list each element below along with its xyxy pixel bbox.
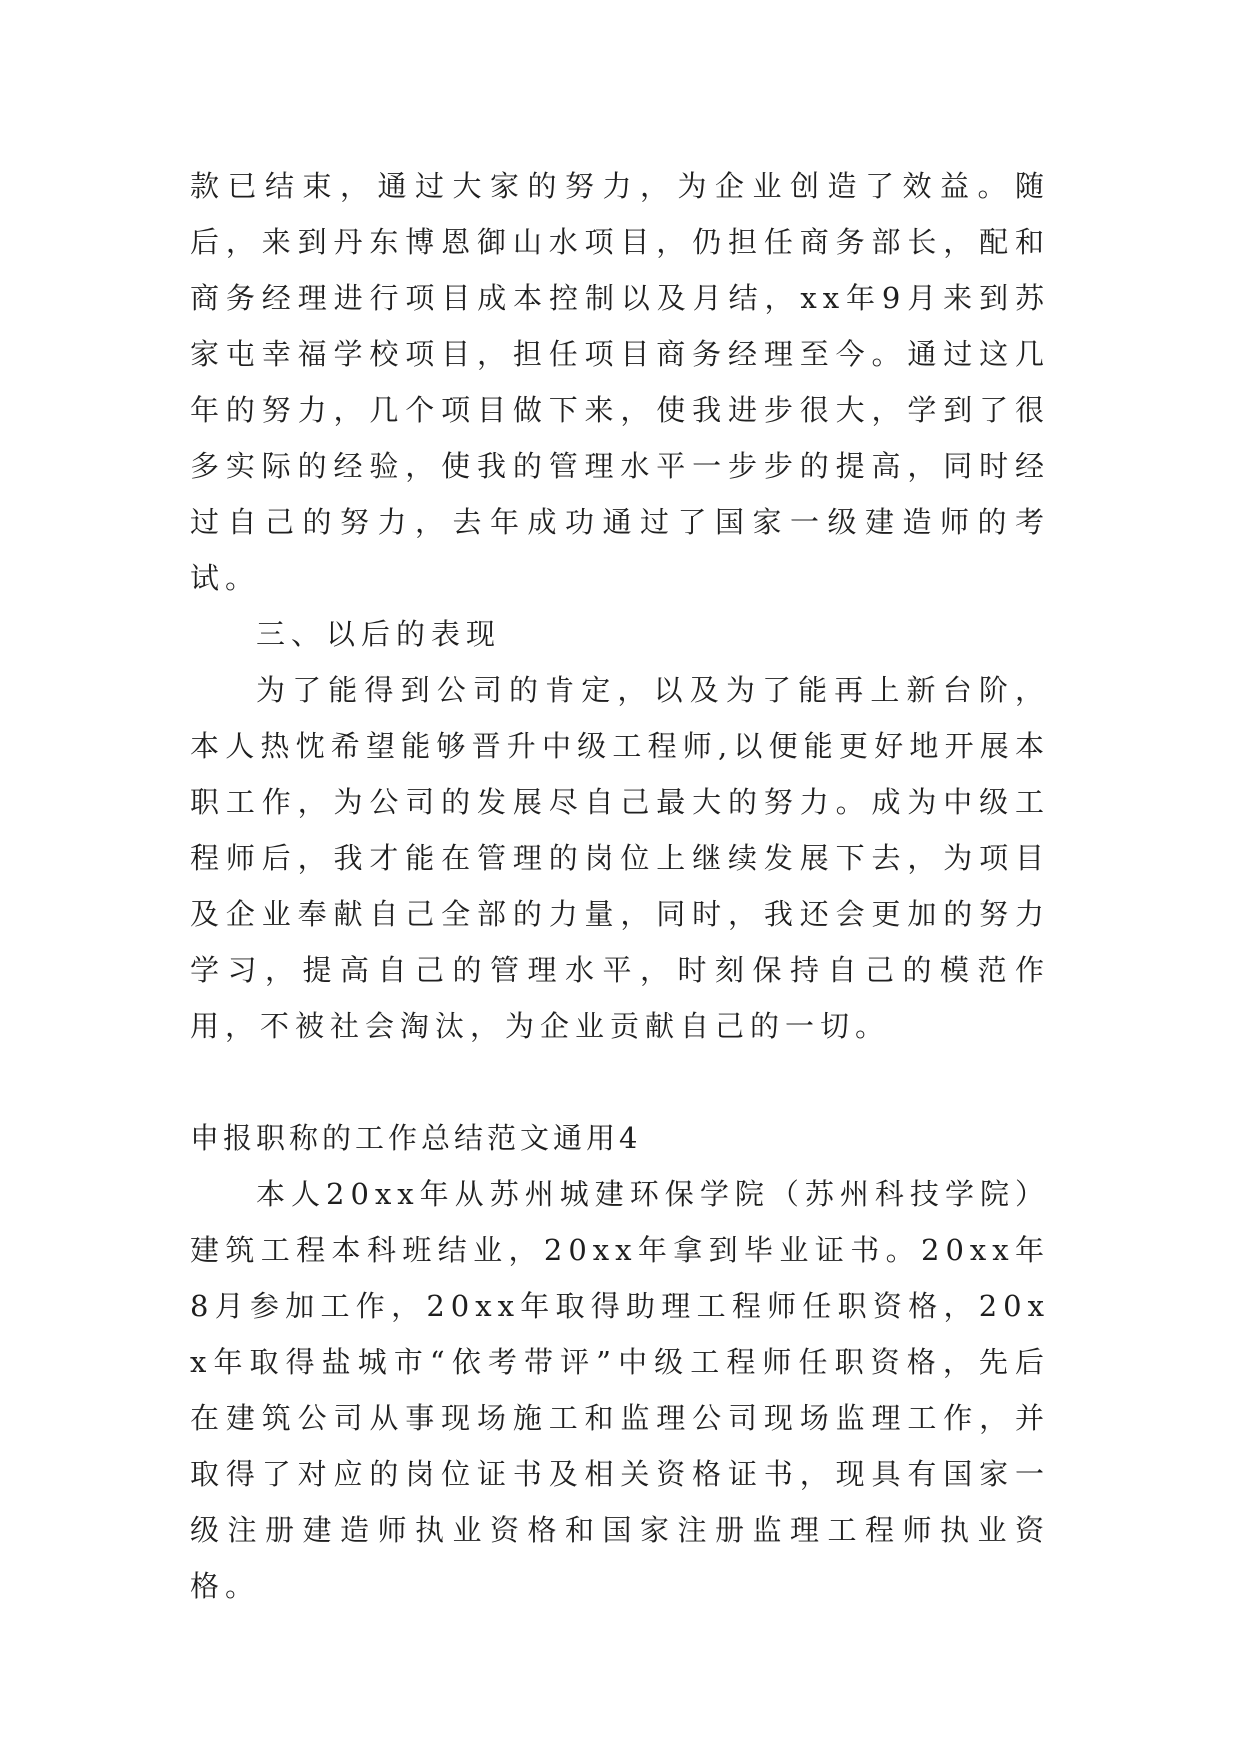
- paragraph-future-performance: 为了能得到公司的肯定，以及为了能再上新台阶，本人热忱希望能够晋升中级工程师,以便能更好地开展本职工作，为公司的发展尽自己最大的努力。成为中级工程师后，我才能在管理的岗位上继续发展下去，为项目及企业奉献自己全部的力量，同时，我还会更加的努力学习，提高自己的管理水平，时刻保持自己的模范作用，不被社会淘汰，为企业贡献自己的一切。: [190, 673, 1050, 1043]
- document-content: [190, 158, 1050, 1614]
- paragraph-profile: 本人20xx年从苏州城建环保学院（苏州科技学院）建筑工程本科班结业，20xx年拿到毕业证书。20xx年8月参加工作，20xx年取得助理工程师任职资格，20xx年取得盐城市“依考带评”中级工程师任职资格，先后在建筑公司从事现场施工和监理公司现场监理工作，并取得了对应的岗位证书及相关资格证书，现具有国家一级注册建造师执业资格和国家注册监理工程师执业资格。: [190, 1177, 1050, 1603]
- paragraph-continuation: 款已结束，通过大家的努力，为企业创造了效益。随后，来到丹东博恩御山水项目，仍担任商务部长，配和商务经理进行项目成本控制以及月结，xx年9月来到苏家屯幸福学校项目，担任项目商务经理至今。通过这几年的努力，几个项目做下来，使我进步很大，学到了很多实际的经验，使我的管理水平一步步的提高，同时经过自己的努力，去年成功通过了国家一级建造师的考试。: [190, 169, 1050, 595]
- document-section-title: 申报职称的工作总结范文通用4: [190, 1121, 642, 1155]
- section-heading-future: 三、以后的表现: [256, 617, 502, 651]
